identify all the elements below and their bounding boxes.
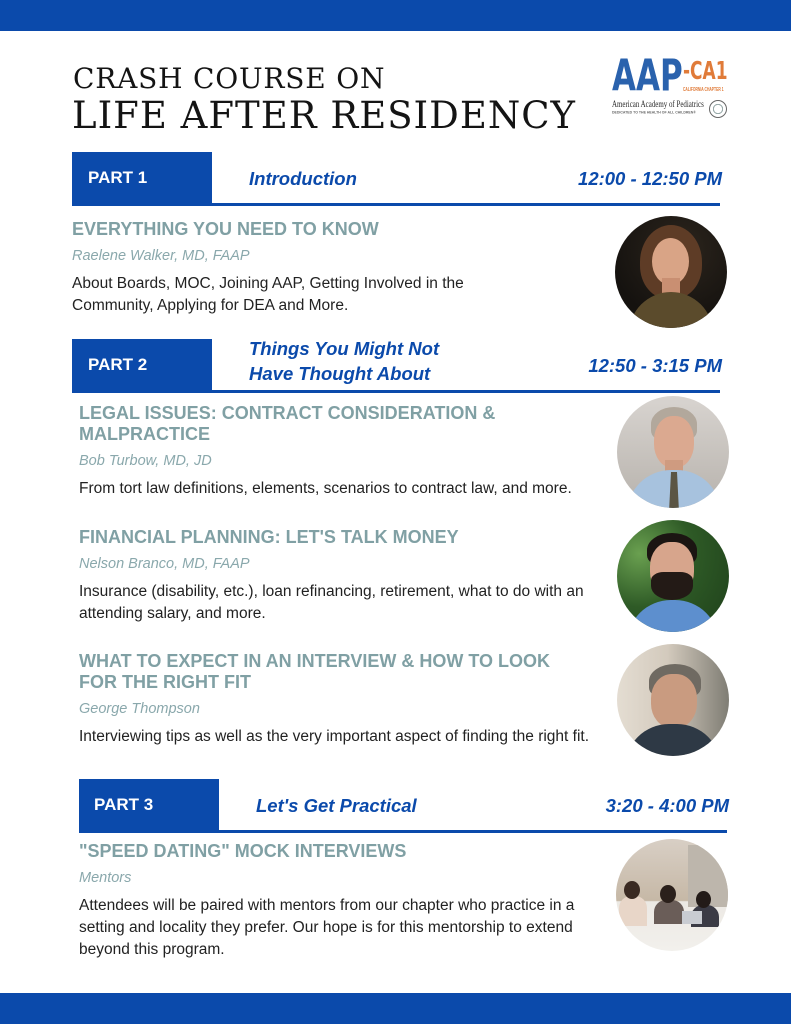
part-label-box: [79, 779, 219, 831]
description-line: About Boards, MOC, Joining AAP, Getting Involved in the: [72, 275, 464, 292]
session-description: [72, 273, 608, 317]
page-title-line1: CRASH COURSE ON: [73, 62, 386, 95]
session-heading-line: EVERYTHING YOU NEED TO KNOW: [72, 219, 379, 239]
portrait-body: [629, 292, 713, 328]
description-line: setting and locality they prefer. Our hope is for this mentorship to extend: [79, 919, 573, 936]
part-2-header: [72, 339, 720, 394]
aap-ca1-logo: [611, 50, 731, 124]
session-heading-line: FINANCIAL PLANNING: LET'S TALK MONEY: [79, 527, 459, 547]
portrait-body: [625, 724, 721, 756]
session-everything-you-need-to-know: [72, 219, 608, 317]
session-heading: [79, 651, 615, 693]
portrait-body: [627, 600, 719, 632]
description-line: Insurance (disability, etc.), loan refinancing, retirement, what to do with an: [79, 583, 584, 600]
session-description: [79, 726, 615, 748]
photo-person-head: [624, 881, 640, 899]
part-title: [249, 166, 357, 191]
part-title: [249, 336, 439, 386]
part-1-header: [72, 152, 720, 207]
part-time: 3:20 - 4:00 PM: [605, 795, 729, 816]
session-heading: [79, 403, 615, 445]
portrait-beard: [651, 572, 693, 600]
part-divider-line: [72, 203, 720, 206]
description-line: Interviewing tips as well as the very important aspect of finding the right fit.: [79, 728, 590, 745]
session-description: [79, 581, 615, 625]
bottom-banner-bar: [0, 993, 791, 1024]
session-legal-issues: [79, 403, 615, 500]
top-banner-bar: [0, 0, 791, 31]
logo-org-name: American Academy of Pediatrics: [612, 99, 704, 109]
part-3-header: [79, 779, 727, 834]
part-title-line: Introduction: [249, 168, 357, 189]
session-speaker: Mentors: [79, 870, 132, 886]
session-speaker: George Thompson: [79, 701, 200, 717]
session-heading: [79, 527, 615, 548]
part-title-line: Things You Might Not: [249, 338, 440, 359]
logo-chapter-text: CALIFORNIA CHAPTER 1: [683, 86, 724, 93]
session-interview: [79, 651, 615, 748]
logo-aap-text: AAP: [612, 50, 683, 102]
photo-person-body: [619, 896, 647, 926]
session-description: [79, 478, 615, 500]
part-title-line: Have Thought About: [249, 363, 431, 384]
session-heading-line: "SPEED DATING" MOCK INTERVIEWS: [79, 841, 407, 861]
part-label-box: [72, 339, 212, 391]
session-heading-line: WHAT TO EXPECT IN AN INTERVIEW & HOW TO LOOK: [79, 651, 551, 671]
photo-person-head: [696, 891, 711, 908]
session-speed-dating: [79, 841, 615, 961]
part-title-line: Let's Get Practical: [256, 795, 417, 816]
photo-person-head: [660, 885, 676, 903]
description-line: attending salary, and more.: [79, 605, 266, 622]
session-heading-line: MALPRACTICE: [79, 424, 210, 444]
logo-ca1-text: -CA1: [683, 57, 728, 87]
session-heading: [72, 219, 608, 240]
photo-person-body: [654, 900, 684, 924]
session-heading-line: LEGAL ISSUES: CONTRACT CONSIDERATION &: [79, 403, 496, 423]
seal-icon: [709, 100, 727, 118]
part-divider-line: [79, 830, 727, 833]
speaker-photo-nelson-branco: [617, 520, 729, 632]
part-title: [256, 793, 417, 818]
speaker-photo-bob-turbow: [617, 396, 729, 508]
part-label: PART 3: [94, 795, 154, 814]
part-time: 12:00 - 12:50 PM: [578, 168, 722, 189]
page-title-line2: LIFE AFTER RESIDENCY: [72, 94, 576, 137]
part-time: 12:50 - 3:15 PM: [588, 355, 722, 376]
part-label: PART 1: [88, 168, 148, 187]
session-description: [79, 895, 615, 961]
session-speaker: Raelene Walker, MD, FAAP: [72, 248, 250, 264]
part-divider-line: [72, 390, 720, 393]
session-speaker: Bob Turbow, MD, JD: [79, 453, 212, 469]
description-line: Community, Applying for DEA and More.: [72, 297, 349, 314]
photo-laptop: [682, 911, 702, 924]
session-heading: [79, 841, 615, 862]
speaker-photo-george-thompson: [617, 644, 729, 756]
part-label-box: [72, 152, 212, 204]
part-label: PART 2: [88, 355, 148, 374]
description-line: beyond this program.: [79, 941, 225, 958]
description-line: From tort law definitions, elements, scenarios to contract law, and more.: [79, 480, 572, 497]
mentors-meeting-photo: [616, 839, 728, 951]
logo-tagline: DEDICATED TO THE HEALTH OF ALL CHILDREN®: [612, 111, 696, 115]
speaker-photo-raelene-walker: [615, 216, 727, 328]
session-heading-line: FOR THE RIGHT FIT: [79, 672, 251, 692]
description-line: Attendees will be paired with mentors from our chapter who practice in a: [79, 897, 575, 914]
session-financial-planning: [79, 527, 615, 625]
portrait-face: [651, 674, 697, 728]
session-speaker: Nelson Branco, MD, FAAP: [79, 556, 250, 572]
